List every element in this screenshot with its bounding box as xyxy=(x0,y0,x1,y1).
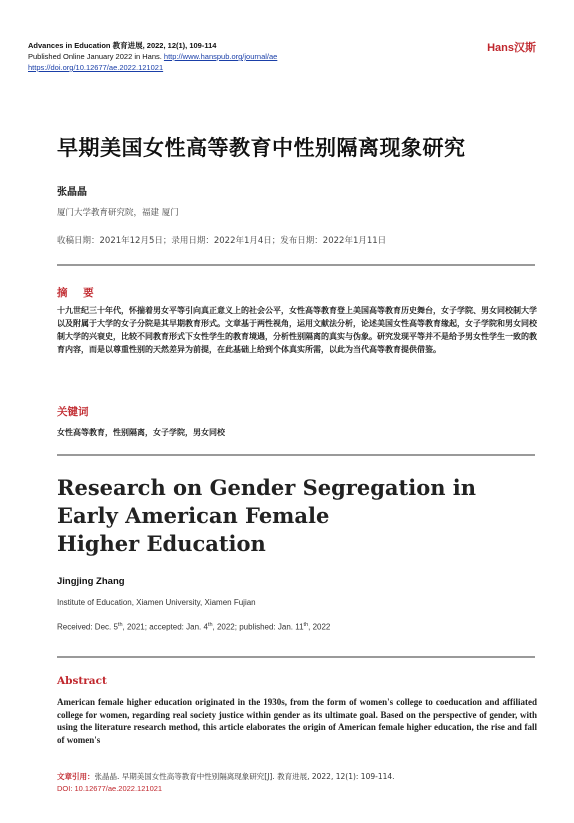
chinese-keywords: 女性高等教育，性别隔离，女子学院，男女同校 xyxy=(57,428,225,437)
divider-top xyxy=(57,264,535,266)
english-dates: Received: Dec. 5th, 2021; accepted: Jan. 4th, 2022; published: Jan. 11th, 2022 xyxy=(57,622,331,632)
citation-text: 张晶晶. 早期美国女性高等教育中性别隔离现象研究[J]. 教育进展, 2022, 12(1): 109-114. xyxy=(94,772,395,781)
english-abstract-text: American female higher education originated in the 1930s, from the form of women's college to coeducation and affiliated college for women, regarding real society justice within gender as its ultimate goal. Based on the perspective of gender, with using the literature research method, this article elaborates the origin of American female higher education, the rise and fall of women's xyxy=(57,697,537,745)
divider-middle xyxy=(57,454,535,456)
citation-label: 文章引用： xyxy=(57,772,95,781)
chinese-abstract-heading: 摘 要 xyxy=(57,287,100,299)
hans-logo xyxy=(487,39,536,55)
chinese-keywords-heading: 关键词 xyxy=(57,406,89,418)
journal-name: Advances in Education xyxy=(28,41,111,50)
volume-info: , 2022, 12(1), 109-114 xyxy=(142,41,217,50)
doi-url-link[interactable]: https://doi.org/10.12677/ae.2022.121021 xyxy=(28,63,164,72)
logo-chinese: 汉斯 xyxy=(514,42,536,54)
published-line xyxy=(28,52,277,62)
english-title-line-1: Research on Gender Segregation in xyxy=(57,475,477,500)
english-author: Jingjing Zhang xyxy=(57,576,125,587)
english-title-line-2: Early American Female xyxy=(57,503,330,528)
citation-line xyxy=(57,771,395,782)
journal-name-cn: 教育进展 xyxy=(112,41,143,50)
english-title xyxy=(57,474,537,558)
chinese-dates: 收稿日期：2021年12月5日；录用日期：2022年1月4日；发布日期：2022年1月11日 xyxy=(57,236,387,246)
chinese-title: 早期美国女性高等教育中性别隔离现象研究 xyxy=(57,136,466,160)
chinese-abstract-text: 十九世纪三十年代，怀揣着男女平等引向真正意义上的社会公平，女性高等教育登上美国高等教育历史舞台，女子学院、男女同校制大学以及附属于大学的女子分院是其早期教育形式。文章基于两性视角，运用文献法分析，论述美国女性高等教育缘起，女子学院和男女同校制大学的兴衰史，比较不同教育形式下女性学生的教育境遇，分析性别隔离的真实与伪象。研究发现平等并不是给予男女性学生一致的教育内容，而是以尊重性别的天然差异为前提，在此基础上给到个体真实所需，以此为当代高等教育提供借鉴。 xyxy=(57,306,537,354)
chinese-author: 张晶晶 xyxy=(57,187,87,198)
divider-bottom xyxy=(57,656,535,658)
english-title-line-3: Higher Education xyxy=(57,531,266,556)
journal-line xyxy=(28,41,216,51)
journal-url-link[interactable]: http://www.hanspub.org/journal/ae xyxy=(163,52,278,61)
english-abstract-heading: Abstract xyxy=(57,675,107,687)
published-online-text: Published Online January 2022 in Hans. xyxy=(28,52,164,61)
english-affiliation: Institute of Education, Xiamen University, Xiamen Fujian xyxy=(57,598,256,607)
logo-latin: Hans xyxy=(487,42,514,54)
chinese-affiliation: 厦门大学教育研究院，福建 厦门 xyxy=(57,208,179,218)
doi-line xyxy=(28,63,163,73)
citation-doi: DOI: 10.12677/ae.2022.121021 xyxy=(57,784,163,793)
